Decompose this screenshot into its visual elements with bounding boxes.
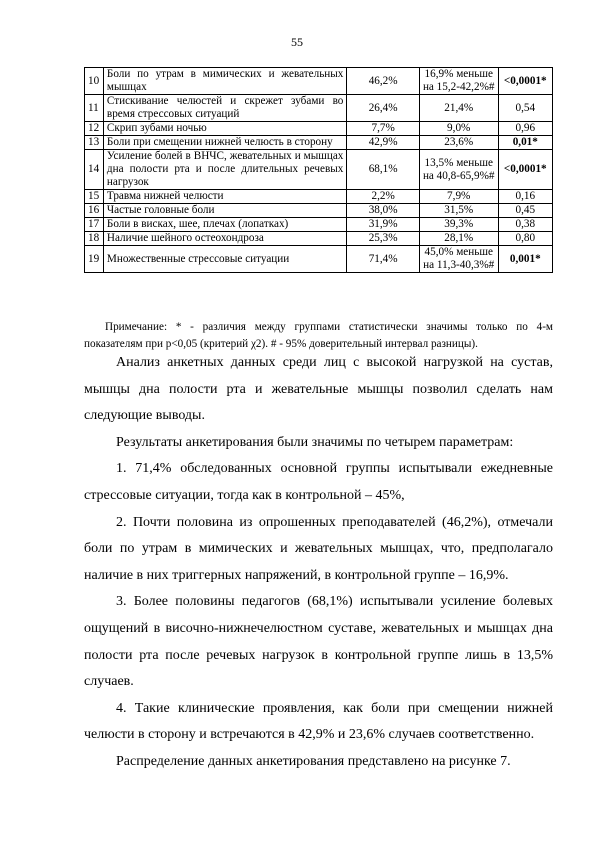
control-group-value-cell: 28,1% (419, 232, 498, 246)
table-note: Примечание: * - различия между группами статистически значимы только по 4-м показателям при p<0,05 (критерий χ2). # - 95% доверительный интервал разницы). (84, 321, 553, 350)
row-number-cell: 11 (85, 95, 104, 122)
p-value-cell: 0,001* (498, 246, 552, 273)
table-row (85, 204, 553, 218)
paragraph-results-intro: Результаты анкетирования были значимы по четырем параметрам: (116, 434, 514, 450)
results-table (84, 67, 553, 273)
table-row (85, 218, 553, 232)
indicator-name-cell: Наличие шейного остеохондроза (103, 232, 347, 246)
row-number-cell: 16 (85, 204, 104, 218)
main-group-value-cell: 7,7% (347, 122, 419, 136)
main-group-value-cell: 68,1% (347, 150, 419, 190)
indicator-name-cell: Боли по утрам в мимических и жевательных мышцах (103, 68, 347, 95)
main-group-value-cell: 26,4% (347, 95, 419, 122)
p-value-cell: <0,0001* (498, 150, 552, 190)
row-number-cell: 10 (85, 68, 104, 95)
table-row (85, 190, 553, 204)
row-number-cell: 12 (85, 122, 104, 136)
main-group-value-cell: 42,9% (347, 136, 419, 150)
table-row (85, 136, 553, 150)
control-group-value-cell: 13,5% меньше на 40,8-65,9%# (419, 150, 498, 190)
paragraph-figure-ref: Распределение данных анкетирования представлено на рисунке 7. (116, 753, 511, 769)
paragraph-finding-1: 1. 71,4% обследованных основной группы испытывали ежедневные стрессовые ситуации, тогда как в контрольной – 45%, (84, 461, 553, 503)
row-number-cell: 19 (85, 246, 104, 273)
control-group-value-cell: 21,4% (419, 95, 498, 122)
indicator-name-cell: Стискивание челюстей и скрежет зубами во время стрессовых ситуаций (103, 95, 347, 122)
p-value-cell: 0,01* (498, 136, 552, 150)
p-value-cell: 0,96 (498, 122, 552, 136)
table-row (85, 95, 553, 122)
p-value-cell: 0,45 (498, 204, 552, 218)
row-number-cell: 15 (85, 190, 104, 204)
control-group-value-cell: 39,3% (419, 218, 498, 232)
paragraph-finding-2: 2. Почти половина из опрошенных преподавателей (46,2%), отмечали боли по утрам в мимических и жевательных мышцах, что, предполагало наличие в них триггерных напряжений, в контрольной группе – 16,9%. (84, 514, 553, 583)
p-value-cell: 0,38 (498, 218, 552, 232)
indicator-name-cell: Усиление болей в ВНЧС, жевательных и мышцах дна полости рта и после длительных речевых нагрузок (103, 150, 347, 190)
p-value-cell: <0,0001* (498, 68, 552, 95)
main-group-value-cell: 38,0% (347, 204, 419, 218)
row-number-cell: 18 (85, 232, 104, 246)
indicator-name-cell: Скрип зубами ночью (103, 122, 347, 136)
p-value-cell: 0,16 (498, 190, 552, 204)
table-row (85, 232, 553, 246)
page-number: 55 (291, 35, 303, 49)
row-number-cell: 17 (85, 218, 104, 232)
paragraph-finding-3: 3. Более половины педагогов (68,1%) испытывали усиление болевых ощущений в височно-нижнечелюстном суставе, жевательных и мышцах дна полости рта после речевых нагрузок в контрольной группе лишь в 13,5% случаев. (84, 594, 553, 690)
indicator-name-cell: Боли в висках, шее, плечах (лопатках) (103, 218, 347, 232)
indicator-name-cell: Множественные стрессовые ситуации (103, 246, 347, 273)
control-group-value-cell: 7,9% (419, 190, 498, 204)
paragraph-analysis: Анализ анкетных данных среди лиц с высокой нагрузкой на сустав, мышцы дна полости рта и жевательные мышцы позволил сделать нам следующие выводы. (84, 355, 553, 424)
row-number-cell: 13 (85, 136, 104, 150)
control-group-value-cell: 31,5% (419, 204, 498, 218)
p-value-cell: 0,80 (498, 232, 552, 246)
control-group-value-cell: 16,9% меньше на 15,2-42,2%# (419, 68, 498, 95)
main-group-value-cell: 31,9% (347, 218, 419, 232)
main-group-value-cell: 25,3% (347, 232, 419, 246)
p-value-cell: 0,54 (498, 95, 552, 122)
table-row (85, 150, 553, 190)
main-group-value-cell: 2,2% (347, 190, 419, 204)
table-row (85, 68, 553, 95)
paragraph-finding-4: 4. Такие клинические проявления, как боли при смещении нижней челюсти в сторону и встречаются в 42,9% и 23,6% случаев соответственно. (84, 700, 553, 743)
indicator-name-cell: Травма нижней челюсти (103, 190, 347, 204)
table-row (85, 122, 553, 136)
control-group-value-cell: 23,6% (419, 136, 498, 150)
row-number-cell: 14 (85, 150, 104, 190)
control-group-value-cell: 9,0% (419, 122, 498, 136)
indicator-name-cell: Частые головные боли (103, 204, 347, 218)
main-group-value-cell: 46,2% (347, 68, 419, 95)
table-row (85, 246, 553, 273)
control-group-value-cell: 45,0% меньше на 11,3-40,3%# (419, 246, 498, 273)
main-group-value-cell: 71,4% (347, 246, 419, 273)
body-text (84, 350, 553, 776)
indicator-name-cell: Боли при смещении нижней челюсть в сторону (103, 136, 347, 150)
